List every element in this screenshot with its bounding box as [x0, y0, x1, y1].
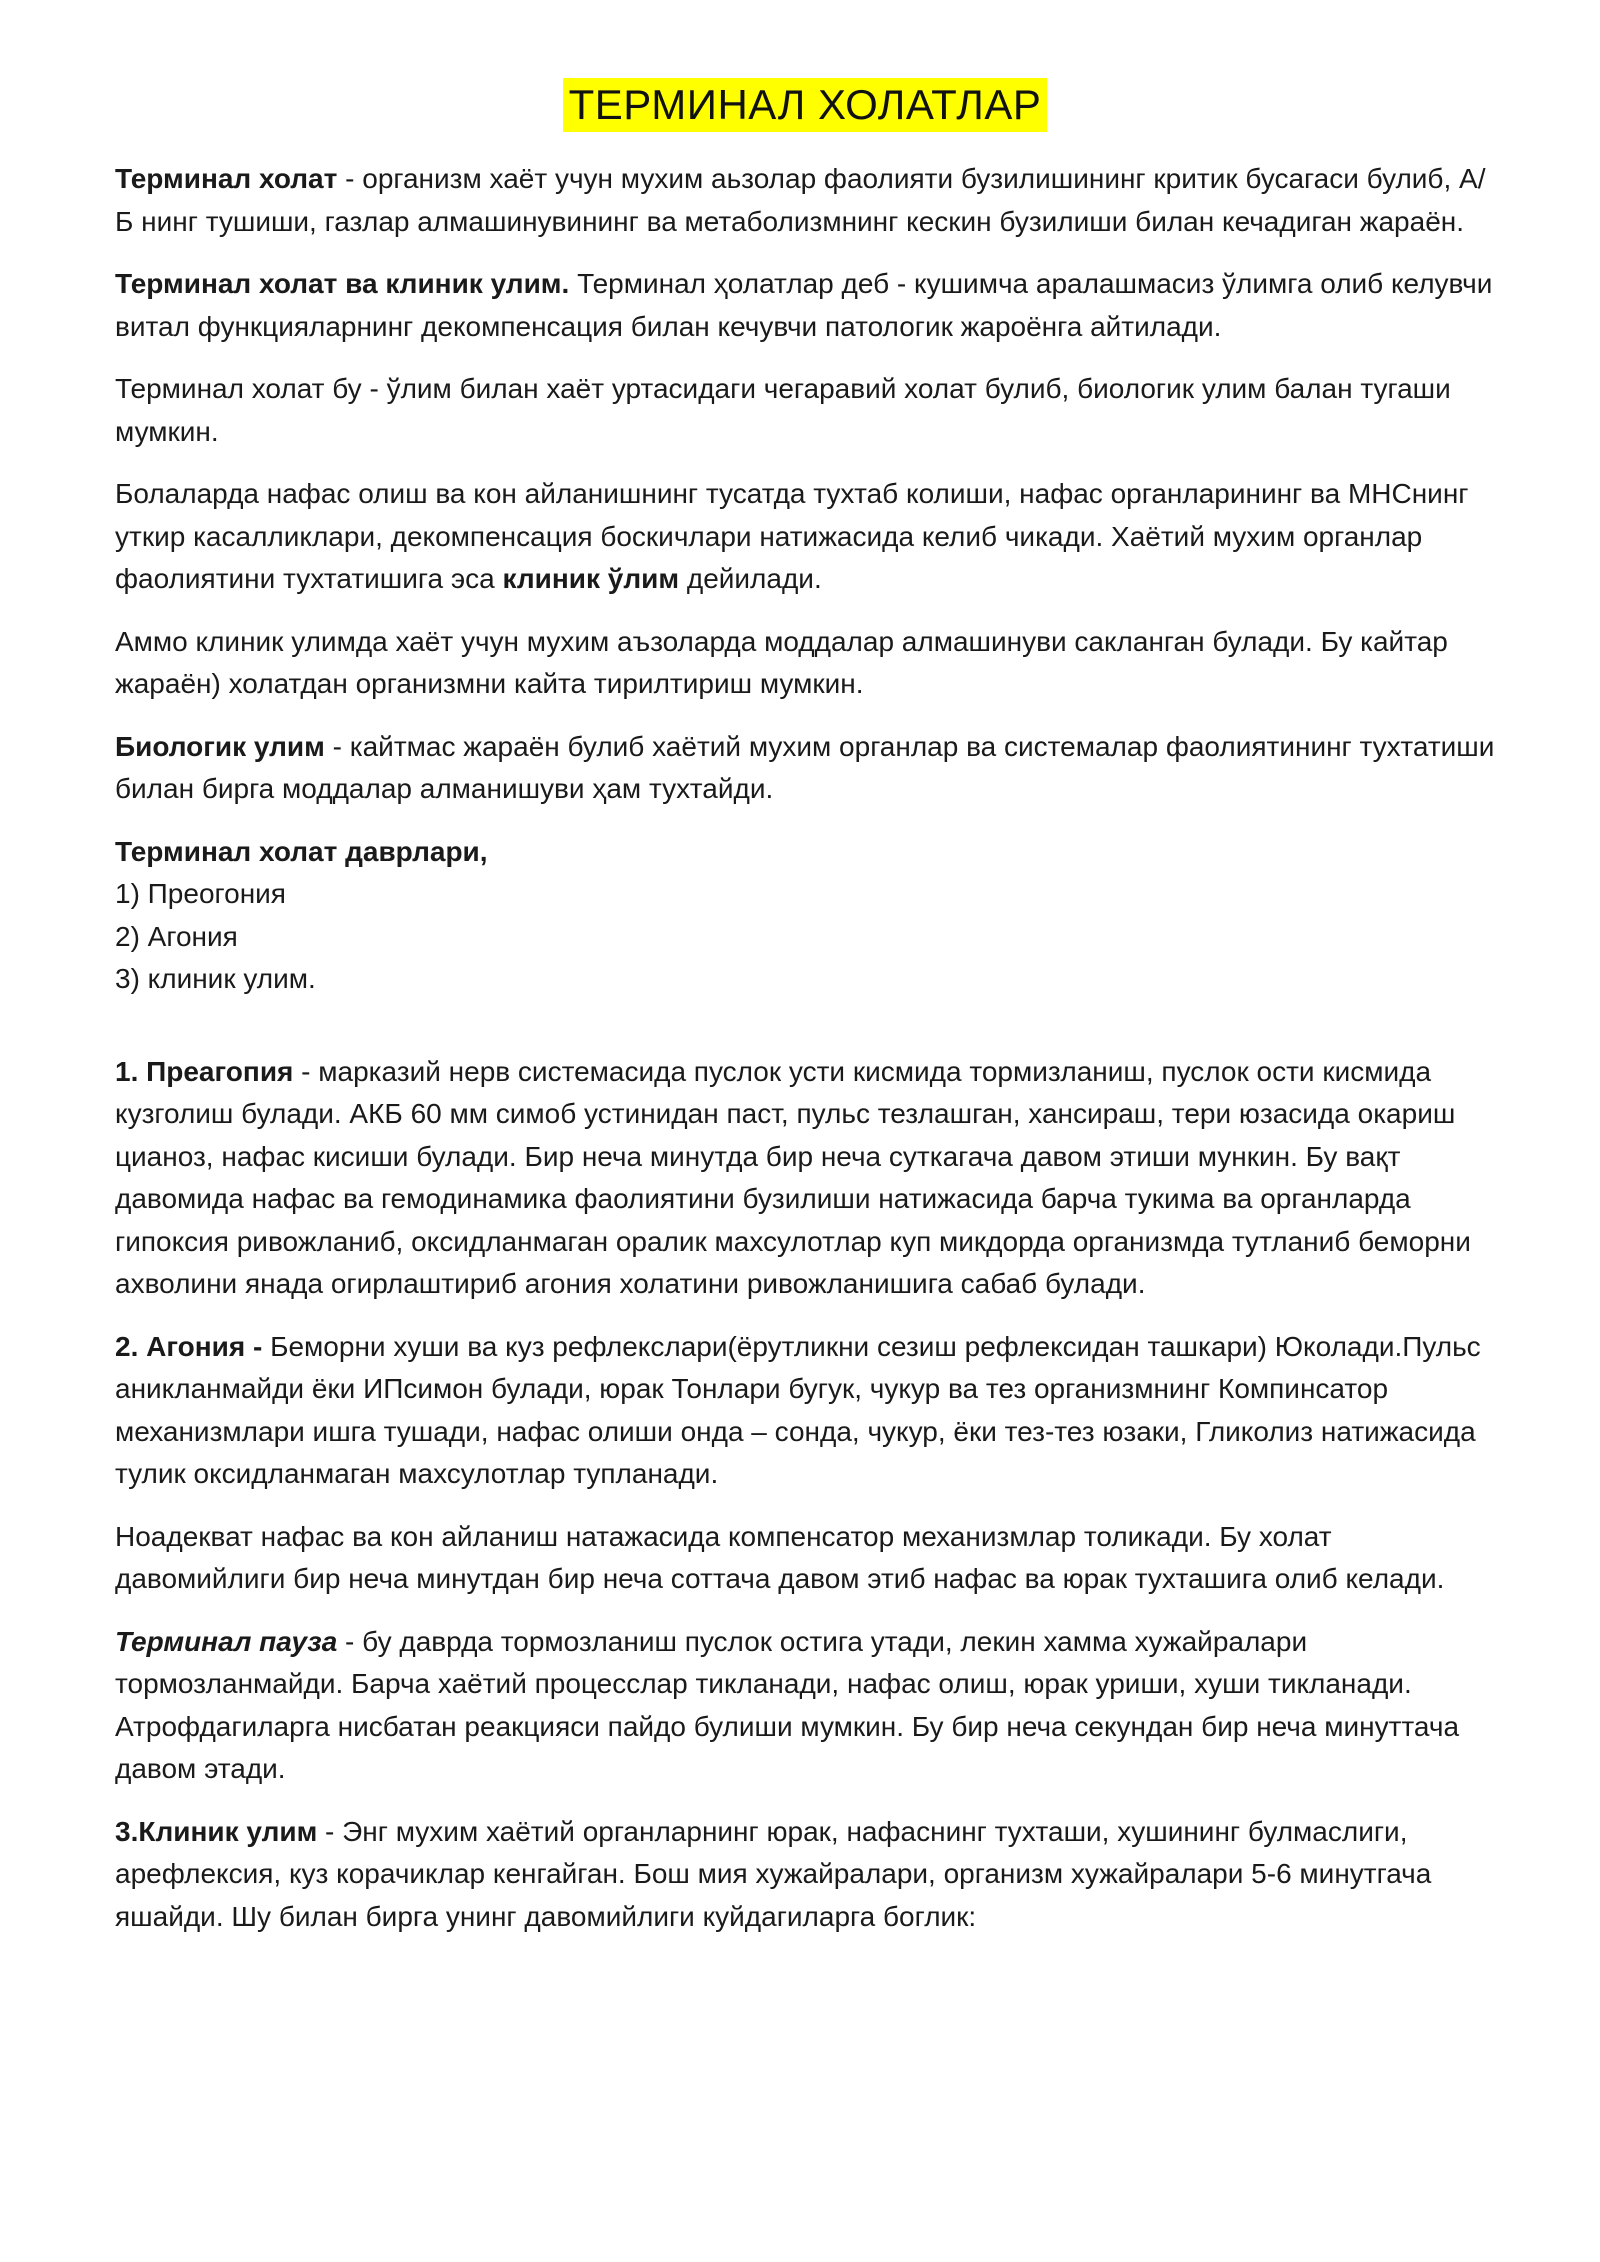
term-clinical-death-stage: 3.Клиник улим [115, 1815, 318, 1847]
paragraph-terminal-pause [115, 1621, 1495, 1791]
list-item: 3) клиник улим. [115, 963, 316, 994]
paragraph-terminal-state-definition [115, 158, 1495, 243]
paragraph-reversible-process: Аммо клиник улимда хаёт учун мухим аъзоларда моддалар алмашинуви сакланган булади. Бу кайтар жараён) холатдан организмни кайта тирилтириш мумкин. [115, 625, 1448, 699]
term-preagony: 1. Преагопия [115, 1055, 294, 1087]
paragraph-agony [115, 1326, 1495, 1496]
paragraph-text: - марказий нерв системасида пуслок усти кисмида тормизланиш, пуслок ости кисмида кузголиш булади. АКБ 60 мм симоб устинидан паст, пульс тезлашган, хансираш, тери юзасида окариш цианоз, нафас кисиши булади. Бир неча минутда бир неча суткагача давом этиши мункин. Бу вақт давомида нафас ва гемодинамика фаолиятини бузилиши натижасида барча тукима ва органларда гипоксия ривожланиб, оксидланмаган оралик махсулотлар куп микдорда организмда тутланиб беморни ахволини янада огирлаштириб агония холатини ривожланишига сабаб булади. [115, 1055, 1471, 1299]
terminal-periods-list [115, 831, 1495, 1001]
title-container [115, 78, 1495, 132]
paragraph-inadequate-breathing: Ноадекват нафас ва кон айланиш натажасида компенсатор механизмлар толикади. Бу холат давомийлиги бир неча минутдан бир неча соттача давом этиб нафас ва юрак тухташига олиб келади. [115, 1520, 1445, 1594]
paragraph-text: - кайтмас жараён булиб хаётий мухим органлар ва системалар фаолиятининг тухтатиши билан бирга моддалар алманишуви ҳам тухтайди. [115, 730, 1495, 804]
paragraph-terminal-state-clinical-death [115, 263, 1495, 348]
paragraph-children-causes [115, 473, 1495, 601]
document-title: ТЕРМИНАЛ ХОЛАТЛАР [563, 78, 1048, 132]
paragraph-text: - организм хаёт учун мухим аьзолар фаолияти бузилишининг критик бусагаси булиб, А/Б нинг тушиши, газлар алмашинувининг ва метаболизмнинг кескин бузилиши билан кечадиган жараён. [115, 163, 1486, 237]
paragraph-text: дейилади. [679, 563, 822, 594]
term-terminal-pause: Терминал пауза [115, 1625, 338, 1657]
list-item: 2) Агония [115, 920, 238, 952]
list-heading: Терминал холат даврлари, [115, 835, 488, 867]
paragraph-biological-death [115, 726, 1495, 811]
term-biological-death: Биологик улим [115, 730, 325, 762]
term-clinical-death: клиник ўлим [502, 563, 680, 594]
paragraph-text: - Энг мухим хаётий органларнинг юрак, нафаснинг тухташи, хушининг булмаслиги, арефлексия, куз корачиклар кенгайган. Бош мия хужайралари, организм хужайралари 5-6 минутгача яшайди. Шу билан бирга унинг давомийлиги куйдагиларга боглик: [115, 1815, 1432, 1932]
paragraph-text: Беморни хуши ва куз рефлекслари(ёрутликни сезиш рефлексидан ташкари) Юколади.Пульс аникланмайди ёки ИПсимон булади, юрак Тонлари бугук, чукур ва тез организмнинг Компинсатор механизмлари ишга тушади, нафас олиши онда – сонда, чукур, ёки тез-тез юзаки, Гликолиз натижасида тулик оксидланмаган махсулотлар тупланади. [115, 1330, 1481, 1489]
document-page [115, 78, 1495, 1958]
paragraph-text: Болаларда нафас олиш ва кон айланишнинг тусатда тухтаб колиши, нафас органларининг ва МНСнинг уткир касалликлари, декомпенсация боскичлари натижасида келиб чикади. Хаётий мухим органлар фаолиятини тухтатишига эса [115, 478, 1469, 594]
paragraph-clinical-death [115, 1811, 1495, 1939]
paragraph-borderline-state: Терминал холат бу - ўлим билан хаёт уртасидаги чегаравий холат булиб, биологик улим балан тугаши мумкин. [115, 373, 1451, 447]
term-agony: 2. Агония - [115, 1330, 263, 1362]
list-item: 1) Преогония [115, 878, 286, 909]
paragraph-text: Терминал ҳолатлар деб - кушимча аралашмасиз ўлимга олиб келувчи витал функцияларнинг декомпенсация билан кечувчи патологик жароёнга айтилади. [115, 268, 1493, 342]
term-terminal-state-clinical-death: Терминал холат ва клиник улим. [115, 268, 570, 299]
paragraph-preagony [115, 1051, 1495, 1306]
paragraph-text: - бу даврда тормозланиш пуслок остига утади, лекин хамма хужайралари тормозланмайди. Барча хаётий процесслар тикланади, нафас олиш, юрак уриши, хуши тикланади. Атрофдагиларга нисбатан реакцияси пайдо булиши мумкин. Бу бир неча секундан бир неча минуттача давом этади. [115, 1625, 1460, 1784]
term-terminal-state: Терминал холат [115, 163, 338, 194]
